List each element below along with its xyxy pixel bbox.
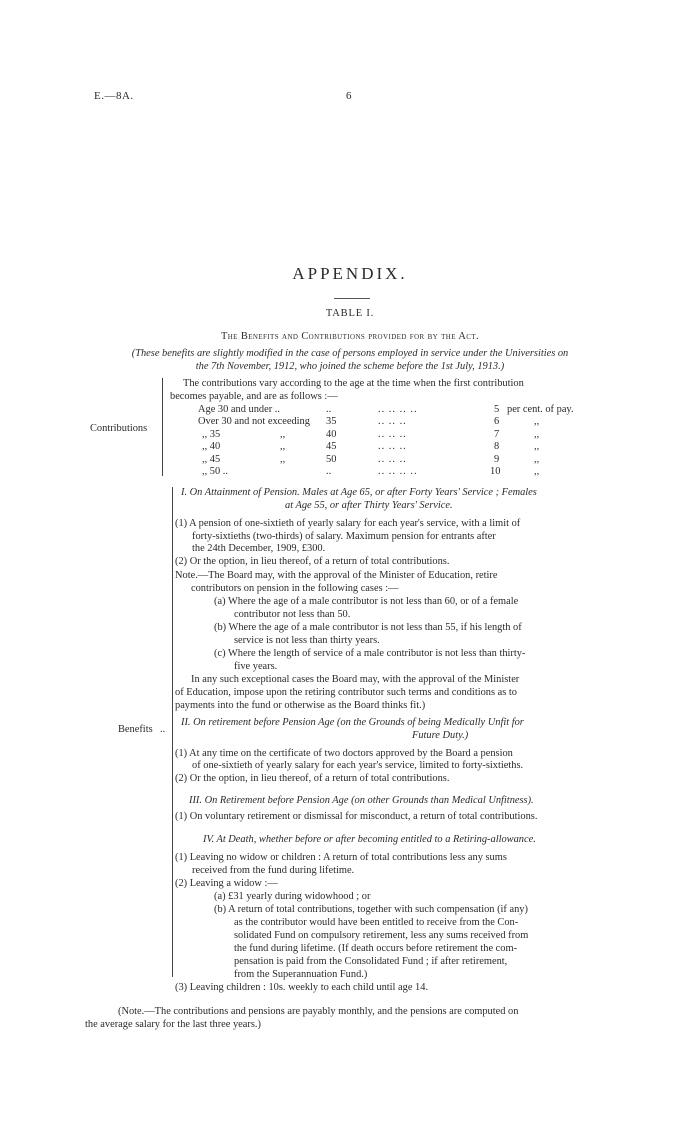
row-dots: .. .. .. xyxy=(378,441,407,452)
row-dots: .. .. .. xyxy=(378,454,407,465)
row-dots: .. .. .. xyxy=(378,416,407,427)
s2-line: of one-sixtieth of yearly salary for each year's service, limited to forty-sixtieths. xyxy=(192,760,524,771)
s2-line: (2) Or the option, in lieu thereof, of a return of total contributions. xyxy=(175,773,450,784)
contributions-intro-line-1: The contributions vary according to the age at the time when the first contribution xyxy=(183,378,524,389)
s3-line: (1) On voluntary retirement or dismissal for misconduct, a return of total contributions. xyxy=(175,811,538,822)
s1-line: the 24th December, 1909, £300. xyxy=(192,543,326,554)
s4-line: received from the fund during lifetime. xyxy=(192,865,355,876)
row-suffix: ,, xyxy=(534,429,540,440)
footnote-line-1: (Note.—The contributions and pensions are payably monthly, and the pensions are computed on xyxy=(118,1006,519,1017)
benefits-label: Benefits xyxy=(118,724,153,735)
table-title: TABLE I. xyxy=(325,308,375,319)
section-3-heading: III. On Retirement before Pension Age (on other Grounds than Medical Unfitness). xyxy=(189,795,534,806)
section-2-heading-line-2: Future Duty.) xyxy=(412,730,469,741)
row-to: .. xyxy=(326,466,332,477)
s4-line: (a) £31 yearly during widowhood ; or xyxy=(214,891,371,902)
s4-line: solidated Fund on compulsory retirement, less any sums received from xyxy=(234,930,529,941)
row-mid: ,, xyxy=(280,454,286,465)
row-dots: .. .. .. .. xyxy=(378,404,418,415)
row-suffix: ,, xyxy=(534,466,540,477)
s1-case-line: (a) Where the age of a male contributor is not less than 60, or of a female xyxy=(214,596,519,607)
row-suffix: ,, xyxy=(534,416,540,427)
s1-para-line: of Education, impose upon the retiring contributor such terms and conditions as to xyxy=(175,687,517,698)
row-age: ,, 40 xyxy=(202,441,221,452)
s1-line: (2) Or the option, in lieu thereof, of a return of total contributions. xyxy=(175,556,450,567)
row-to: 50 xyxy=(326,454,337,465)
s1-line: forty-sixtieths (two-thirds) of salary. Maximum pension for entrants after xyxy=(192,531,496,542)
s1-case-line: five years. xyxy=(234,661,278,672)
row-suffix: ,, xyxy=(534,441,540,452)
appendix-title: APPENDIX. xyxy=(292,264,408,283)
s1-case-line: contributor not less than 50. xyxy=(234,609,351,620)
s4-line: (3) Leaving children : 10s. weekly to each child until age 14. xyxy=(175,982,429,993)
s1-para-line: payments into the fund or otherwise as the Board thinks fit.) xyxy=(175,700,426,711)
s1-note-line: Note.—The Board may, with the approval of the Minister of Education, retire xyxy=(175,570,498,581)
s1-line: (1) A pension of one-sixtieth of yearly salary for each year's service, with a limit of xyxy=(175,518,521,529)
row-rate: 6 xyxy=(494,416,500,427)
contributions-brace xyxy=(162,378,163,476)
row-rate: 9 xyxy=(494,454,500,465)
document-reference: E.—8A. xyxy=(94,90,134,102)
benefits-label-dots: .. xyxy=(160,724,166,735)
row-rate: 8 xyxy=(494,441,500,452)
row-age: ,, 50 .. xyxy=(202,466,228,477)
s1-para-line: In any such exceptional cases the Board may, with the approval of the Minister xyxy=(191,674,520,685)
row-rate: 7 xyxy=(494,429,500,440)
s1-case-line: (c) Where the length of service of a male contributor is not less than thirty- xyxy=(214,648,526,659)
s4-line: the fund during lifetime. (If death occurs before retirement the com- xyxy=(234,943,518,954)
s4-line: pensation is paid from the Consolidated Fund ; if after retirement, xyxy=(234,956,508,967)
title-divider xyxy=(334,298,370,299)
page-number: 6 xyxy=(346,90,352,102)
s4-line: from the Superannuation Fund.) xyxy=(234,969,368,980)
footnote-line-2: the average salary for the last three years.) xyxy=(85,1019,261,1030)
section-1-heading-line-2: at Age 55, or after Thirty Years' Service. xyxy=(285,500,453,511)
row-age: ,, 45 xyxy=(202,454,221,465)
row-dots: .. .. .. .. xyxy=(378,466,418,477)
section-2-heading-line-1: II. On retirement before Pension Age (on the Grounds of being Medically Unfit for xyxy=(181,717,524,728)
s4-line: (2) Leaving a widow :— xyxy=(175,878,278,889)
benefits-brace xyxy=(172,487,173,977)
row-to: 40 xyxy=(326,429,337,440)
row-to: 35 xyxy=(326,416,337,427)
s4-line: (1) Leaving no widow or children : A return of total contributions less any sums xyxy=(175,852,507,863)
row-suffix: per cent. of pay. xyxy=(507,404,574,415)
row-rate: 10 xyxy=(490,466,501,477)
row-age: ,, 35 xyxy=(202,429,221,440)
s1-case-line: service is not less than thirty years. xyxy=(234,635,380,646)
row-age: Age 30 and under .. xyxy=(198,404,280,415)
row-age: Over 30 and not exceeding xyxy=(198,416,310,427)
row-dots: .. .. .. xyxy=(378,429,407,440)
contributions-intro-line-2: becomes payable, and are as follows :— xyxy=(170,391,338,402)
row-to: .. xyxy=(326,404,332,415)
s1-case-line: (b) Where the age of a male contributor is not less than 55, if his length of xyxy=(214,622,522,633)
s2-line: (1) At any time on the certificate of two doctors approved by the Board a pension xyxy=(175,748,513,759)
contributions-label: Contributions xyxy=(90,423,148,434)
table-subtitle: The Benefits and Contributions provided for by the Act. xyxy=(220,331,480,342)
s4-line: (b) A return of total contributions, together with such compensation (if any) xyxy=(214,904,528,915)
row-mid: ,, xyxy=(280,429,286,440)
s1-note-line: contributors on pension in the following cases :— xyxy=(191,583,399,594)
section-1-heading-line-1: I. On Attainment of Pension. Males at Age 65, or after Forty Years' Service ; Females xyxy=(181,487,537,498)
section-4-heading: IV. At Death, whether before or after becoming entitled to a Retiring-allowance. xyxy=(203,834,536,845)
row-suffix: ,, xyxy=(534,454,540,465)
row-mid: ,, xyxy=(280,441,286,452)
subtitle-note-line-1: (These benefits are slightly modified in the case of persons employed in service under the Universities on xyxy=(131,348,569,359)
subtitle-note-line-2: the 7th November, 1912, who joined the scheme before the 1st July, 1913.) xyxy=(195,361,505,372)
row-rate: 5 xyxy=(494,404,500,415)
row-to: 45 xyxy=(326,441,337,452)
s4-line: as the contributor would have been entitled to receive from the Con- xyxy=(234,917,519,928)
